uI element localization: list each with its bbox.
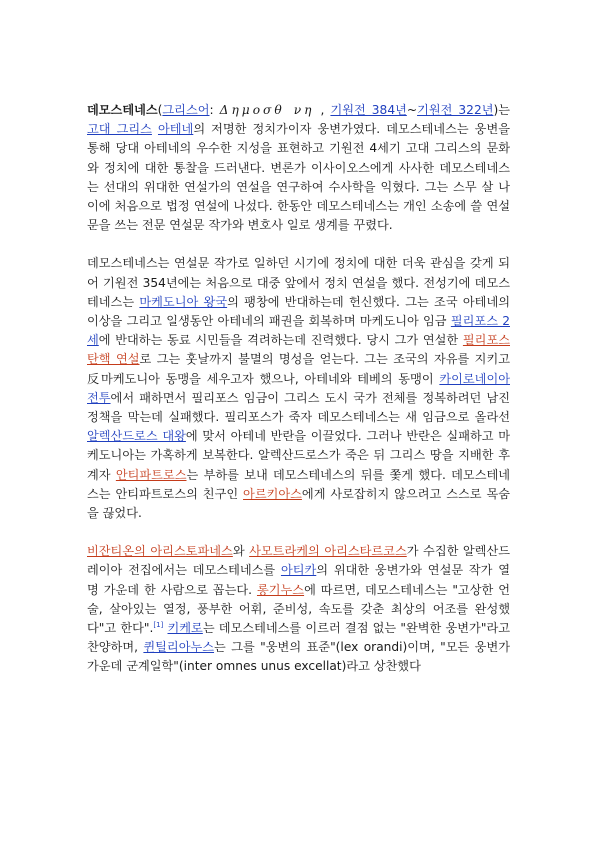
link-philip-ii[interactable]: 필리포스 2세	[87, 314, 510, 348]
text-run: 에 맞서 아테네 반란을 이끌었다. 그러나 반란은 실패하고 마케도니아는 가혹하게 보복한다. 알렉산드로스가 죽은 뒤 그리스 땅을 지배한 후계자	[87, 429, 511, 482]
text-run: :	[209, 103, 220, 117]
link-attica[interactable]: 아티카	[280, 563, 317, 578]
paragraph-legacy	[87, 542, 510, 676]
link-longinus[interactable]: 롱기누스	[256, 582, 305, 597]
link-aristarchus[interactable]: 사모트라케의 아리스타르코스	[249, 544, 407, 559]
greek-name: Δημοσθ νη	[219, 103, 315, 117]
text-run: 에게 사로잡히지 않으려고 스스로 목숨을 끊었다.	[87, 486, 510, 521]
link-322bc[interactable]: 기원전 322년	[417, 103, 494, 117]
footnote-ref[interactable]: [1]	[153, 621, 164, 630]
text-run: 의 저명한 정치가이자 웅변가였다. 데모스테네스는 웅변을 통해 당대 아테네의 우수한 지성을 표현하고 기원전 4세기 고대 그리스의 문화와 정치에 대한 통찰을 드러낸다. 변론가 이사이오스에게 사사한 데모스테네스는 선대의 위대한 연설가의 연설을 연구하여 수사학을 익혔다. 그는 스무 살 나이에 처음으로 법정 연설에 나섰다. 한동안 데모스테네스는 개인 소송에 쓸 연설문을 쓰는 전문 연설문 작가와 변호사 일로 생계를 꾸렸다.	[87, 122, 510, 233]
link-chaeronea[interactable]: 카이로네이아 전투	[87, 371, 510, 405]
link-philippics[interactable]: 필리포스 탄핵 연설	[87, 333, 510, 367]
text-run: 는 부하를 보내 데모스테네스의 뒤를 쫓게 했다. 데모스테네스는 안티파트로스의 친구인	[87, 467, 511, 501]
link-greek-language[interactable]: 그리스어	[162, 103, 210, 117]
link-aristophanes[interactable]: 비잔티온의 아리스토파네스	[87, 544, 233, 559]
paragraph-intro	[87, 101, 510, 235]
text-run: 는 데모스테네스를 이르러 결점 없는 "완벽한 웅변가"라고 찬양하며,	[87, 621, 510, 655]
text-run: 가 수집한 알렉산드레이아 전집에서는 데모스테네스를	[87, 544, 510, 578]
text-run: )는	[493, 103, 510, 117]
text-run: 와	[232, 544, 250, 559]
text-run: 의 위대한 웅변가와 연설문 작가 열 명 가운데 한 사람으로 꼽는다.	[87, 563, 510, 597]
article-subject: 데모스테네스	[87, 103, 158, 117]
text-run: (	[157, 103, 163, 117]
link-antipater[interactable]: 안티파트로스	[115, 467, 187, 482]
text-run: 에 반대하는 동료 시민들을 격려하는데 진력했다. 당시 그가 연설한	[98, 333, 463, 348]
link-ancient-greece[interactable]: 고대 그리스	[87, 122, 152, 137]
link-macedon[interactable]: 마케도니아 왕국	[139, 294, 228, 309]
text-run: 데모스테네스는 연설문 작가로 일하던 시기에 정치에 대한 더욱 관심을 갖게 되어 기원전 354년에는 처음으로 대중 앞에서 정치 연설을 했다. 전성기에 데모스테네스는	[87, 256, 510, 309]
link-alexander[interactable]: 알렉산드로스 대왕	[87, 429, 186, 444]
text-run: ~	[406, 103, 418, 117]
text-run: 에 따르면, 데모스테네스는 "고상한 언술, 살아있는 열정, 풍부한 어휘, 준비성, 속도를 갖춘 최상의 어조를 완성했다"고 한다".	[87, 582, 510, 636]
text-run: 는 그를 "웅변의 표준"(lex orandi)이며, "모든 웅변가 가운데 군계일학"(inter omnes unus excellat)라고 상찬했다	[87, 640, 510, 674]
article-body	[87, 101, 510, 696]
link-quintilian[interactable]: 퀸틸리아누스	[143, 640, 215, 655]
link-athens[interactable]: 아테네	[157, 122, 194, 137]
link-cicero[interactable]: 키케로	[167, 621, 203, 636]
link-384bc[interactable]: 기원전 384년	[330, 103, 407, 117]
text-run: 에서 패하면서 필리포스 임금이 그리스 도시 국가 전체를 정복하려던 남진 정책을 막는데 실패했다. 필리포스가 죽자 데모스테네스는 새 임금으로 올라선	[87, 390, 510, 425]
text-run: 의 팽창에 반대하는데 헌신했다. 그는 조국 아테네의 이상을 그리고 일생동안 아테네의 패권을 회복하며 마케도니아 임금	[87, 294, 510, 329]
text-run: 로 그는 훗날까지 불멸의 명성을 얻는다. 그는 조국의 자유를 지키고 反마케도니아 동맹을 세우고자 했으나, 아테네와 테베의 동맹이	[87, 352, 510, 386]
paragraph-career	[87, 254, 510, 523]
text-run: ,	[314, 103, 331, 117]
link-archias[interactable]: 아르키아스	[243, 486, 302, 501]
